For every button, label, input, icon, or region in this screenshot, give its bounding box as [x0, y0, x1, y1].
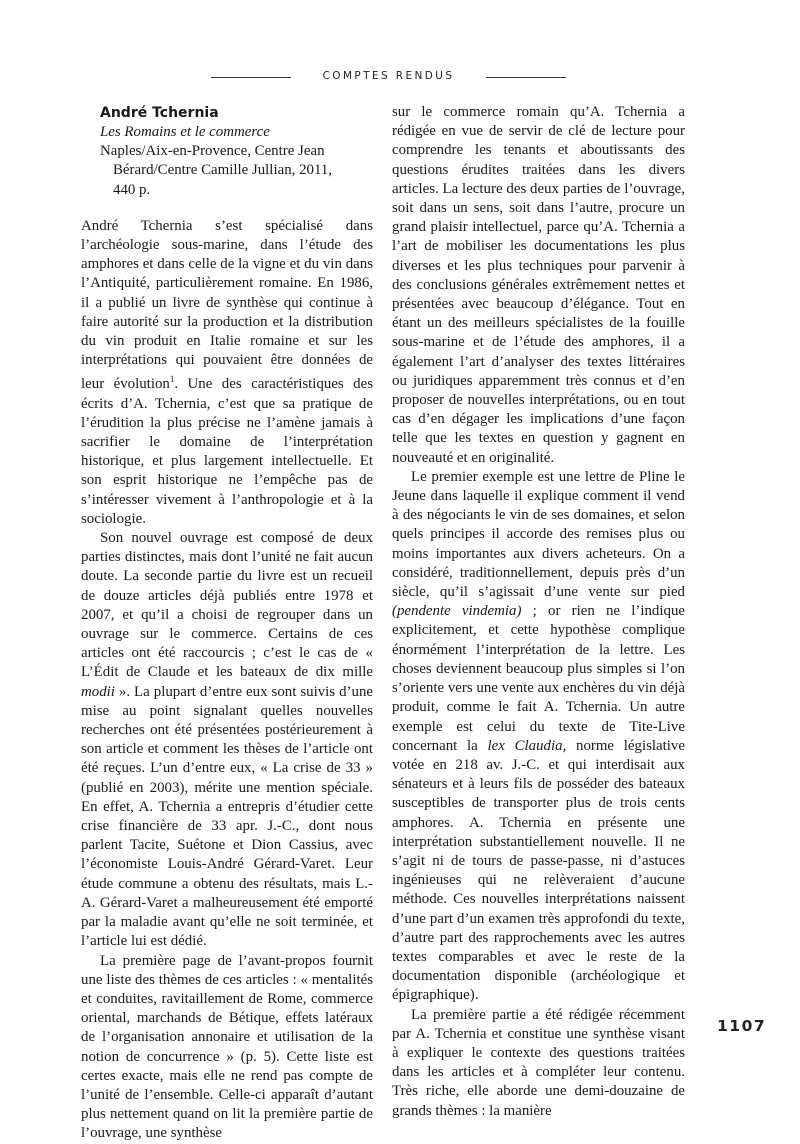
book-reference	[100, 103, 373, 200]
italic-term: (pendente vindemia)	[392, 603, 522, 620]
left-column	[81, 103, 373, 1144]
paragraph: La première partie a été rédigée récemment par A. Tchernia et constitue une synthèse visant à expliquer le contexte des questions traitées dans les articles et à compléter leur contenu. Très riche, elle aborde une demi-douzaine de grands thèmes : la manière	[392, 1006, 685, 1119]
header-rule-left	[211, 77, 291, 78]
right-column	[392, 103, 685, 1121]
header-rule-right	[486, 77, 566, 78]
paragraph-text: Son nouvel ouvrage est composé de deux parties distinctes, mais dont l’unité ne fait aucun doute. La seconde partie du livre est un recueil de douze articles déjà publiés entre 1978 et 2007, et qu’il a choisi de regrouper dans un ouvrage sur le commerce. Certains de ces articles ont été raccourcis ; c’est le cas de « L’Édit de Claude et les bateaux de dix mille	[81, 530, 373, 681]
running-header	[0, 66, 800, 88]
italic-term: modii	[81, 683, 115, 700]
footnote-marker: 1	[169, 374, 175, 385]
running-header-title: COMPTES RENDUS	[322, 70, 455, 82]
publisher-line-2: Bérard/Centre Camille Jullian, 2011,	[113, 162, 333, 179]
italic-term: lex Claudia	[487, 737, 563, 754]
paragraph-text: André Tchernia s’est spécialisé dans l’archéologie sous-marine, dans l’étude des amphores et dans celle de la vigne et du vin dans l’Antiquité, particulièrement romaine. En 1986, il a publié un livre de synthèse qui continue à faire autorité sur la production et la distribution du vin produit en Italie romaine et sur les interprétations qui pouvaient être données de leur évolution	[81, 217, 373, 393]
paragraph-text: . Une des caractéristiques des écrits d’A. Tchernia, c’est que sa pratique de l’érudition la plus précise ne l’amène jamais à sacrifier le domaine de l’interprétation historique, et plus largement intellectuelle. Et son esprit historique ne l’empêche pas de s’intéresser vivement à l’anthropologie et à la sociologie.	[81, 376, 373, 527]
paragraph	[392, 468, 685, 1006]
page-number: 1107	[717, 1017, 767, 1035]
paragraph-text: ». La plupart d’entre eux sont suivis d’une mise au point signalant quelles nouvelles recherches ont été présentées postérieurement à son article et comment les thèses de l’article ont été reçues. L’un d’entre eux, « La crise de 33 » (publié en 2003), mérite une mention spéciale. En effet, A. Tchernia a entrepris d’étudier cette crise financière de 33 apr. J.-C., dont nous parlent Tacite, Suétone et Dion Cassius, avec l’économiste Louis-André Gérard-Varet. Leur étude commune a obtenu des résultats, mais L.-A. Gérard-Varet a malheureusement été emporté par la maladie avant qu’elle ne soit terminée, et l’article lui est dédié.	[81, 683, 373, 950]
paragraph: La première page de l’avant-propos fournit une liste des thèmes de ces articles : « mentalités et conduites, ravitaillement de Rome, commerce oriental, marchands de Bétique, effets latéraux de l’organisation annonaire et utilisation de la notion de concurrence » (p. 5). Cette liste est certes exacte, mais elle ne rend pas compte de l’unité de l’ensemble. Celle-ci apparaît d’autant plus nettement quand on lit la première partie de l’ouvrage, une synthèse	[81, 952, 373, 1142]
publisher-line-1: Naples/Aix-en-Provence, Centre Jean	[100, 143, 325, 160]
paragraph	[81, 217, 373, 529]
paragraph-text: ; or rien ne l’indique explicitement, et cette hypothèse complique énormément l’interprétation de la lettre. Les choses deviennent beaucoup plus simples si l’on s’oriente vers une vente aux enchères du vin déjà produit, comme le fait A. Tchernia. Un autre exemple est celui du texte de Tite-Live concernant la	[392, 603, 685, 754]
paragraph-text: Le premier exemple est une lettre de Pline le Jeune dans laquelle il explique comment il vend à des négociants le vin de ses domaines, et selon quels principes il accorde des remises plus ou moins importantes aux divers acheteurs. On a considéré, traditionnellement, depuis près d’un siècle, qu’il s’agissait d’une vente sur pied	[392, 468, 685, 601]
review-author: André Tchernia	[100, 105, 219, 121]
page-count: 440 p.	[113, 181, 151, 198]
paragraph-text: , norme législative votée en 218 av. J.-C. et qui interdisait aux sénateurs et à leurs fils de posséder des bateaux susceptibles de transporter plus de trois cents amphores. A. Tchernia en présente une interprétation substantiellement nouvelle. Il ne s’agit ni de tours de passe-passe, ni d’astuces ingénieuses qui ne relèveraient d’aucune méthode. Ces nouvelles interprétations naissent d’une part d’un examen très approfondi du texte, d’autre part des rapprochements avec les autres textes comparables et avec le reste de la documentation disponible (archéologique et épigraphique).	[392, 737, 685, 1004]
book-title: Les Romains et le commerce	[100, 124, 270, 140]
paragraph: sur le commerce romain qu’A. Tchernia a rédigée en vue de servir de clé de lecture pour comprendre les tenants et aboutissants des questions érudites traitées dans les divers articles. La lecture des deux parties de l’ouvrage, soit dans un sens, soit dans l’autre, procure un grand plaisir intellectuel, parce qu’A. Tchernia a l’art de mobiliser les documentations les plus diverses et les plus techniques pour parvenir à des conclusions générales extrêmement nettes et présentées avec beaucoup d’élégance. Tout en étant un des meilleurs spécialistes de la fouille sous-marine et de l’étude des amphores, il a également l’art d’analyser des textes littéraires ou juridiques apparemment très connus et d’en proposer de nouvelles interprétations, ou en tout cas d’en dégager les implications d’une façon telle que les textes en question y gagnent en nouveauté et en originalité.	[392, 104, 685, 466]
paragraph	[81, 529, 373, 951]
